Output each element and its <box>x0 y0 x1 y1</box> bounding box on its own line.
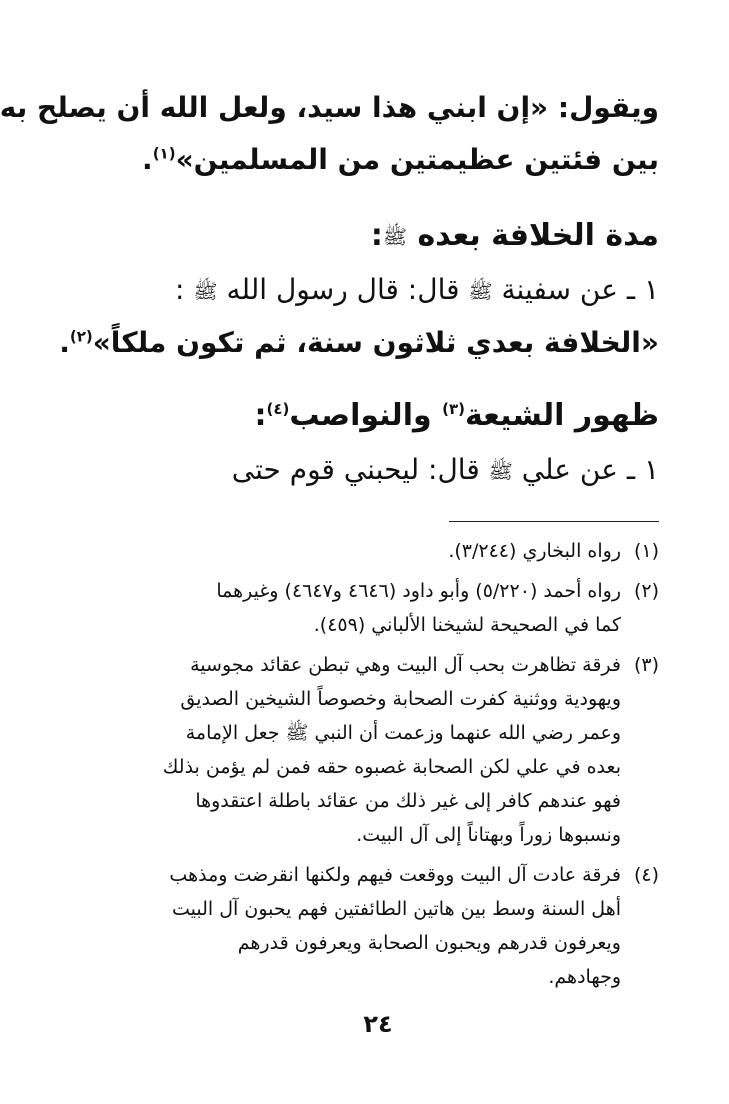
footnote-number: (٣) <box>633 654 659 676</box>
footnote-number: (٤) <box>633 864 659 886</box>
honorific-glyph: ﷺ <box>488 459 513 483</box>
text-segment: ١ ـ عن سفينة <box>501 273 659 306</box>
text-segment: قال: قال رسول الله <box>226 273 460 306</box>
text-line <box>89 444 659 497</box>
footnote-line: فرقة عادت آل البيت ووقعت فيهم ولكنها انقرضت ومذهب <box>169 864 621 886</box>
heading-shia-nawasib <box>89 392 659 440</box>
text-segment: . <box>59 326 70 359</box>
footnote-line: فرقة تظاهرت بحب آل البيت وهي تبطن عقائد مجوسية <box>190 654 621 676</box>
heading-line <box>89 392 659 440</box>
text-segment: : <box>175 273 185 306</box>
footnote-ref: (٢) <box>69 327 93 346</box>
text-line <box>89 264 659 317</box>
footnote-line: أهل السنة وسط بين هاتين الطائفتين فهم يحبون آل البيت <box>172 898 621 920</box>
heading-line <box>89 212 659 261</box>
footnote-ref: (٤) <box>266 400 290 418</box>
footnote-line: ويهودية ووثنية كفرت الصحابة وخصوصاً الشيخين الصديق <box>180 688 621 710</box>
heading-text: مدة الخلافة بعده <box>417 218 659 253</box>
heading-text: ظهور الشيعة <box>464 398 659 433</box>
text-segment: بين فئتين عظيمتين من المسلمين» <box>175 143 659 176</box>
footnote-line: كما في الصحيحة لشيخنا الألباني (٤٥٩). <box>313 614 621 636</box>
paragraph-safina-hadith <box>59 264 659 369</box>
text-segment: «الخلافة بعدي ثلاثون سنة، ثم تكون ملكاً» <box>92 326 659 359</box>
footnote-line: ونسبوها زوراً وبهتاناً إلى آل البيت. <box>356 824 621 846</box>
footnote-number: (٢) <box>633 580 659 602</box>
footnote-line: وجهادهم. <box>548 966 621 988</box>
footnote-line: رواه البخاري (٣/٢٤٤). <box>448 540 621 562</box>
footnote-1 <box>89 534 659 568</box>
heading-text: والنواصب <box>289 398 432 433</box>
footnote-2 <box>89 574 659 642</box>
footnote-separator <box>449 521 659 522</box>
text-line <box>59 317 659 369</box>
footnote-line: بعده في علي لكن الصحابة غصبوه حقه فمن لم يؤمن بذلك <box>162 756 621 778</box>
footnote-ref: (٣) <box>442 400 465 418</box>
footnote-line: رواه أحمد (٥/٢٢٠) وأبو داود (٤٦٤٦ و٤٦٤٧) وغيرهما <box>216 580 621 602</box>
footnote-line: وعمر رضي الله عنهما وزعمت أن النبي ﷺ جعل الإمامة <box>185 722 621 744</box>
heading-colon: : <box>254 398 267 433</box>
paragraph-ali-hadith <box>89 444 659 497</box>
text-segment: . <box>142 143 153 176</box>
honorific-glyph: ﷺ <box>468 279 493 303</box>
page-number: ٢٤ <box>363 1010 393 1038</box>
text-segment: ويقول: «إن ابني هذا سيد، ولعل الله أن يصلح به <box>0 91 659 124</box>
paragraph-hadith-hasan <box>0 82 659 186</box>
footnote-line: فهو عندهم كافر إلى غير ذلك من عقائد باطلة اعتقدوها <box>195 790 621 812</box>
footnote-3 <box>89 648 659 852</box>
text-line <box>89 134 659 186</box>
text-segment: ١ ـ عن علي <box>521 453 659 486</box>
footnote-4 <box>89 858 659 994</box>
footnotes-section <box>89 534 659 1000</box>
heading-caliphate-duration <box>89 212 659 261</box>
footnote-line: ويعرفون قدرهم ويحبون الصحابة ويعرفون قدرهم <box>237 932 621 954</box>
honorific-glyph: ﷺ <box>193 279 218 303</box>
heading-colon: : <box>370 218 383 253</box>
footnote-number: (١) <box>633 540 659 562</box>
honorific-glyph: ﷺ <box>382 224 408 249</box>
text-segment: قال: ليحبني قوم حتى <box>231 453 480 486</box>
footnote-ref: (١) <box>152 144 176 163</box>
text-line <box>0 82 659 134</box>
